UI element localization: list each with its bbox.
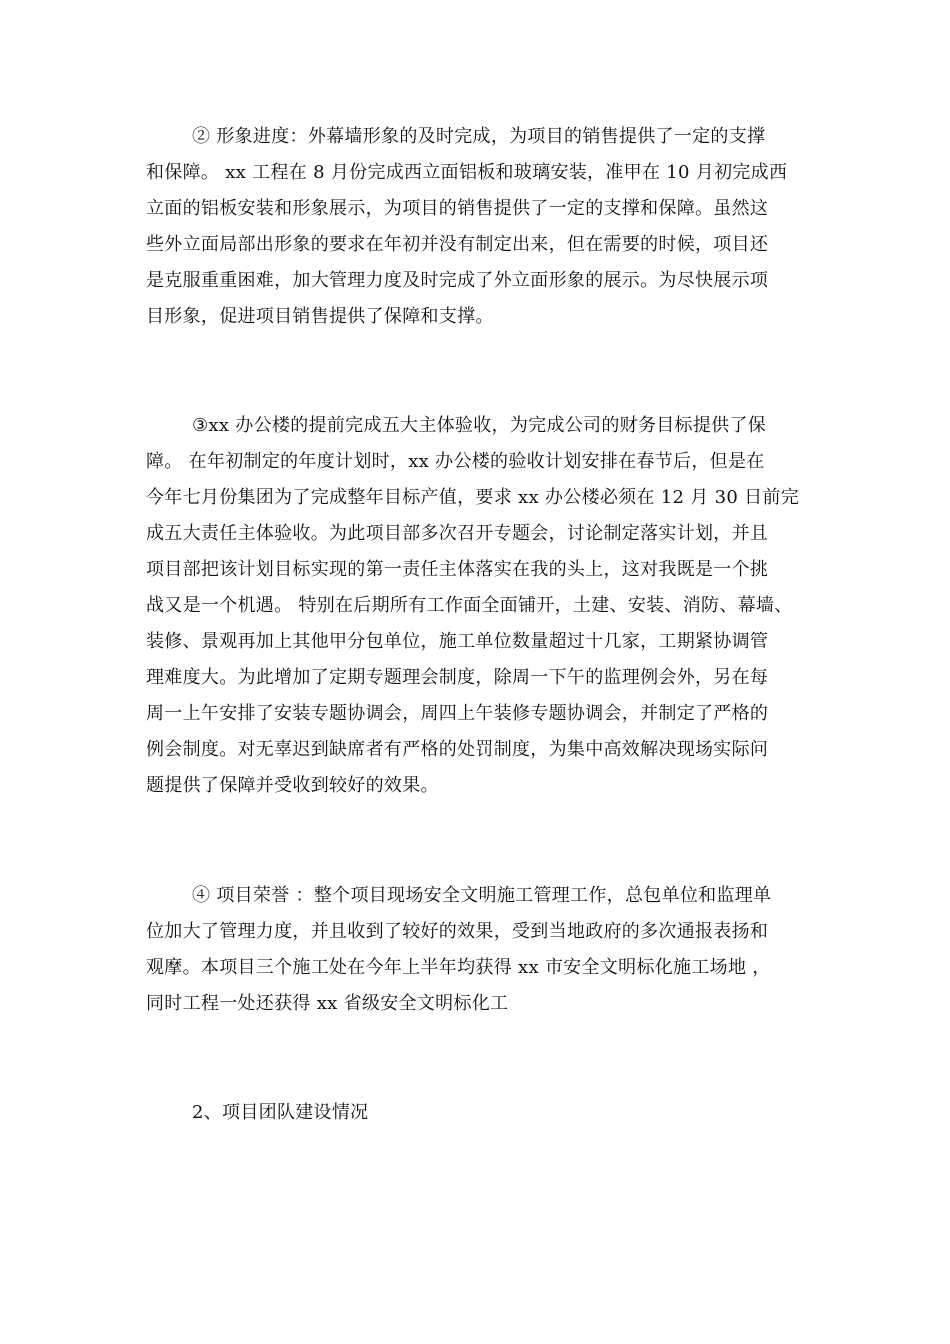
text-line: ② 形象进度：外幕墙形象的及时完成，为项目的销售提供了一定的支撑 (192, 126, 766, 147)
text-line: 目形象，促进项目销售提供了保障和支撑。 (146, 306, 494, 327)
text-line: 立面的铝板安装和形象展示，为项目的销售提供了一定的支撑和保障。虽然这 (146, 198, 769, 219)
text-line: 今年七月份集团为了完成整年目标产值，要求 xx 办公楼必须在 12 月 30 日前完 (146, 487, 800, 508)
text-line: ③xx 办公楼的提前完成五大主体验收，为完成公司的财务目标提供了保 (192, 415, 767, 436)
text-line: 周一上午安排了安装专题协调会，周四上午装修专题协调会，并制定了严格的 (146, 703, 769, 724)
text-line: 例会制度。对无辜迟到缺席者有严格的处罚制度，为集中高效解决现场实际问 (146, 739, 769, 760)
text-line: 观摩。本项目三个施工处在今年上半年均获得 xx 市安全文明标化施工场地 ， (146, 957, 771, 978)
text-line: 项目部把该计划目标实现的第一责任主体落实在我的头上，这对我既是一个挑 (146, 559, 769, 580)
text-line: 题提供了保障并受收到较好的效果。 (146, 775, 439, 796)
text-line: ④ 项目荣誉 ：整个项目现场安全文明施工管理工作，总包单位和监理单 (192, 885, 772, 906)
text-line: 装修、景观再加上其他甲分包单位，施工单位数量超过十几家，工期紧协调管 (146, 631, 769, 652)
section-heading: 2、项目团队建设情况 (192, 1102, 369, 1123)
text-line: 些外立面局部出形象的要求在年初并没有制定出来，但在需要的时候，项目还 (146, 234, 769, 255)
text-line: 位加大了管理力度，并且收到了较好的效果，受到当地政府的多次通报表扬和 (146, 921, 769, 942)
text-line: 障。 在年初制定的年度计划时，xx 办公楼的验收计划安排在春节后，但是在 (146, 451, 765, 472)
text-line: 战又是一个机遇。 特别在后期所有工作面全面铺开，土建、安装、消防、幕墙、 (146, 595, 793, 616)
text-line: 是克服重重困难，加大管理力度及时完成了外立面形象的展示。为尽快展示项 (146, 270, 769, 291)
text-line: 理难度大。为此增加了定期专题理会制度，除周一下午的监理例会外，另在每 (146, 667, 769, 688)
text-line: 和保障。 xx 工程在 8 月份完成西立面铝板和玻璃安装，准甲在 10 月初完成西 (146, 162, 788, 183)
text-line: 成五大责任主体验收。为此项目部多次召开专题会，讨论制定落实计划，并且 (146, 523, 769, 544)
text-line: 同时工程一处还获得 xx 省级安全文明标化工 (146, 993, 509, 1014)
